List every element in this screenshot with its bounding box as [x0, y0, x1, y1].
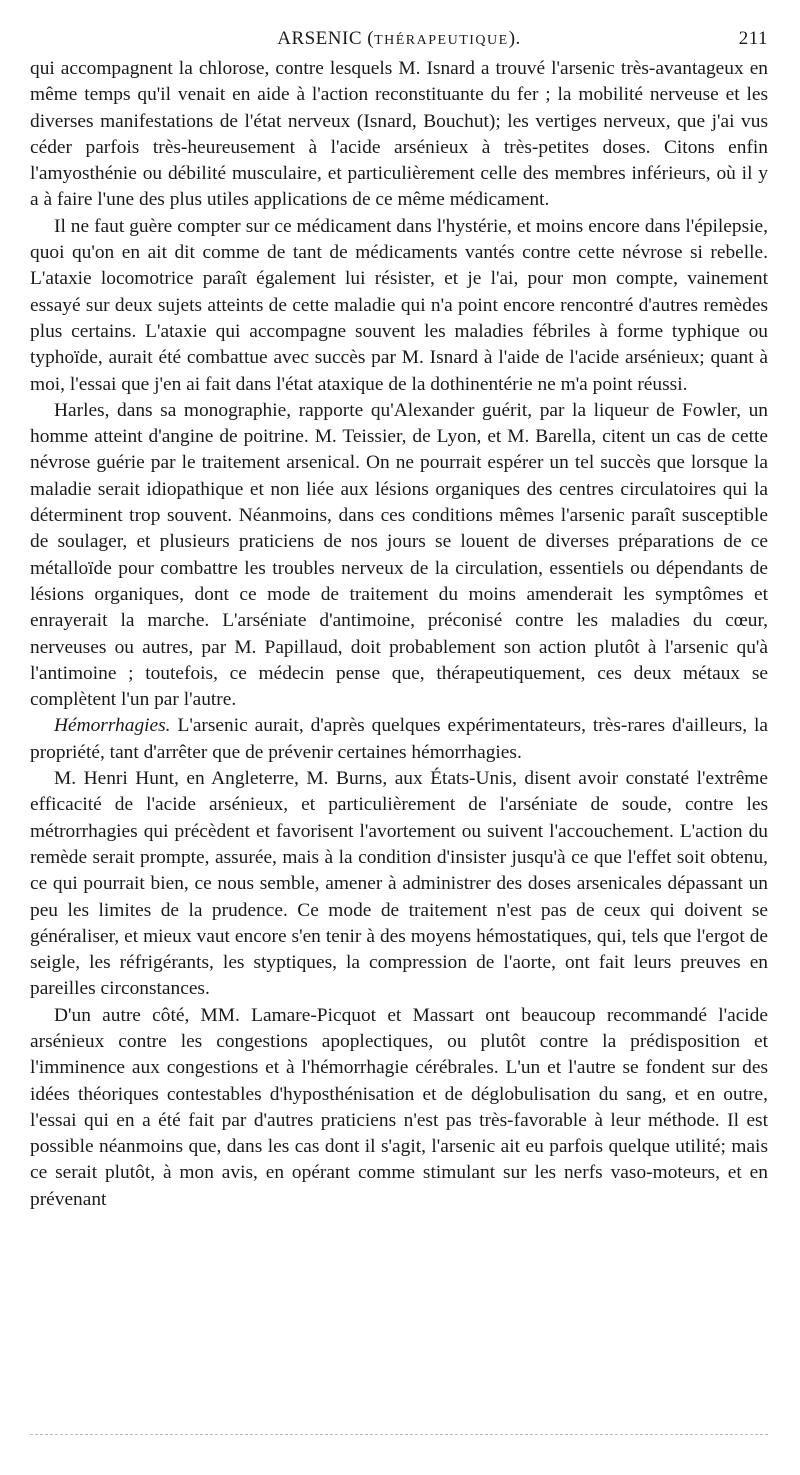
body-text [30, 56, 768, 1213]
paragraph-6: D'un autre côté, MM. Lamare-Picquot et Massart ont beaucoup recommandé l'acide arsénieux contre les congestions apoplectiques, ou plutôt contre la prédisposition et l'imminence aux congestions et à l'hémorrhagie cérébrales. L'un et l'autre se fondent sur des idées théoriques contestables d'hyposthénisation et de déglobulisation du sang, et en outre, l'essai qui en a été fait par d'autres praticiens n'est pas très-favorable à leur méthode. Il est possible néanmoins que, dans les cas dont il s'agit, l'arsenic ait eu parfois quelque utilité; mais ce serait plutôt, à mon avis, en opérant comme stimulant sur les nerfs vaso-moteurs, et en prévenant [30, 1004, 768, 1210]
paragraph-3: Harles, dans sa monographie, rapporte qu'Alexander guérit, par la liqueur de Fowler, un homme atteint d'angine de poitrine. M. Teissier, de Lyon, et M. Barella, citent un cas de cette névrose guérie par le traitement arsenical. On ne pourrait espérer un tel succès que lorsque la maladie serait idiopathique et non liée aux lésions organiques des centres circulatoires qui la déterminent trop souvent. Néanmoins, dans ces conditions mêmes l'arsenic paraît susceptible de soulager, et plusieurs praticiens de nos jours se louent de diverses préparations de ce métalloïde pour combattre les troubles nerveux de la circulation, essentiels ou dépendants de lésions organiques, dont ce mode de traitement du moins amenderait les symptômes et enrayerait la marche. L'arséniate d'antimoine, préconisé contre les maladies du cœur, nerveuses ou autres, par M. Papillaud, doit probablement son action plutôt à l'arsenic qu'à l'antimoine ; toutefois, ce médecin pense que, thérapeutiquement, ces deux métaux se complètent l'un par l'autre. [30, 399, 768, 711]
paragraph-5: M. Henri Hunt, en Angleterre, M. Burns, aux États-Unis, disent avoir constaté l'extrême efficacité de l'acide arsénieux, et particulièrement de l'arséniate de soude, contre les métrorrhagies qui précèdent et favorisent l'avortement ou suivent l'accouchement. L'action du remède serait prompte, assurée, mais à la condition d'insister jusqu'à ce que l'effet soit obtenu, ce qui pourrait bien, ce nous semble, amener à administrer des doses arsenicales dépassant un peu les limites de la prudence. Ce mode de traitement n'est pas de ceux qui doivent se généraliser, et mieux vaut encore s'en tenir à des moyens hémostatiques, qui, tels que l'ergot de seigle, les réfrigérants, les styptiques, la compression de l'aorte, ont fait leurs preuves en pareilles circonstances. [30, 768, 768, 1000]
section-heading-hemorrhagies: Hémorrhagies. [54, 715, 171, 737]
paragraph-2: Il ne faut guère compter sur ce médicament dans l'hystérie, et moins encore dans l'épilepsie, quoi qu'on en ait dit comme de tant de médicaments vantés contre cette névrose si rebelle. L'ataxie locomotrice paraît également lui résister, et je l'ai, pour mon compte, vainement essayé sur deux sujets atteints de cette maladie qui n'a point encore rencontré d'autres remèdes plus certains. L'ataxie qui accompagne souvent les maladies fébriles à forme typhique ou typhoïde, aurait été combattue avec succès par M. Isnard à l'aide de l'acide arsénieux; quant à moi, l'essai que j'en ai fait dans l'état ataxique de la dothinentérie ne m'a point réussi. [30, 215, 768, 395]
paragraph-1: qui accompagnent la chlorose, contre lesquels M. Isnard a trouvé l'arsenic très-avantageux en même temps qu'il venait en aide à l'action reconstituante du fer ; la mobilité nerveuse et les diverses manifestations de l'état nerveux (Isnard, Bouchut); les vertiges nerveux, que j'ai vus céder parfois très-heureusement à l'acide arsénieux à très-petites doses. Citons enfin l'amyosthénie ou débilité musculaire, et particulièrement celle des membres inférieurs, où il y a à faire l'une des plus utiles applications de ce même médicament. [30, 58, 768, 211]
running-header [30, 22, 768, 56]
running-title [30, 28, 768, 50]
page-number: 211 [738, 28, 768, 49]
running-title-main: ARSENIC ( [277, 28, 375, 49]
bottom-divider [30, 1434, 768, 1435]
running-title-sub: THÉRAPEUTIQUE [374, 33, 509, 48]
running-title-end: ). [508, 28, 521, 49]
paragraph-4 [30, 713, 768, 766]
paragraph-4-text: L'arsenic aurait, d'après quelques expérimentateurs, très-rares d'ailleurs, la propriété, tant d'arrêter que de prévenir certaines hémorrhagies. [30, 715, 768, 763]
document-page [30, 22, 768, 1452]
